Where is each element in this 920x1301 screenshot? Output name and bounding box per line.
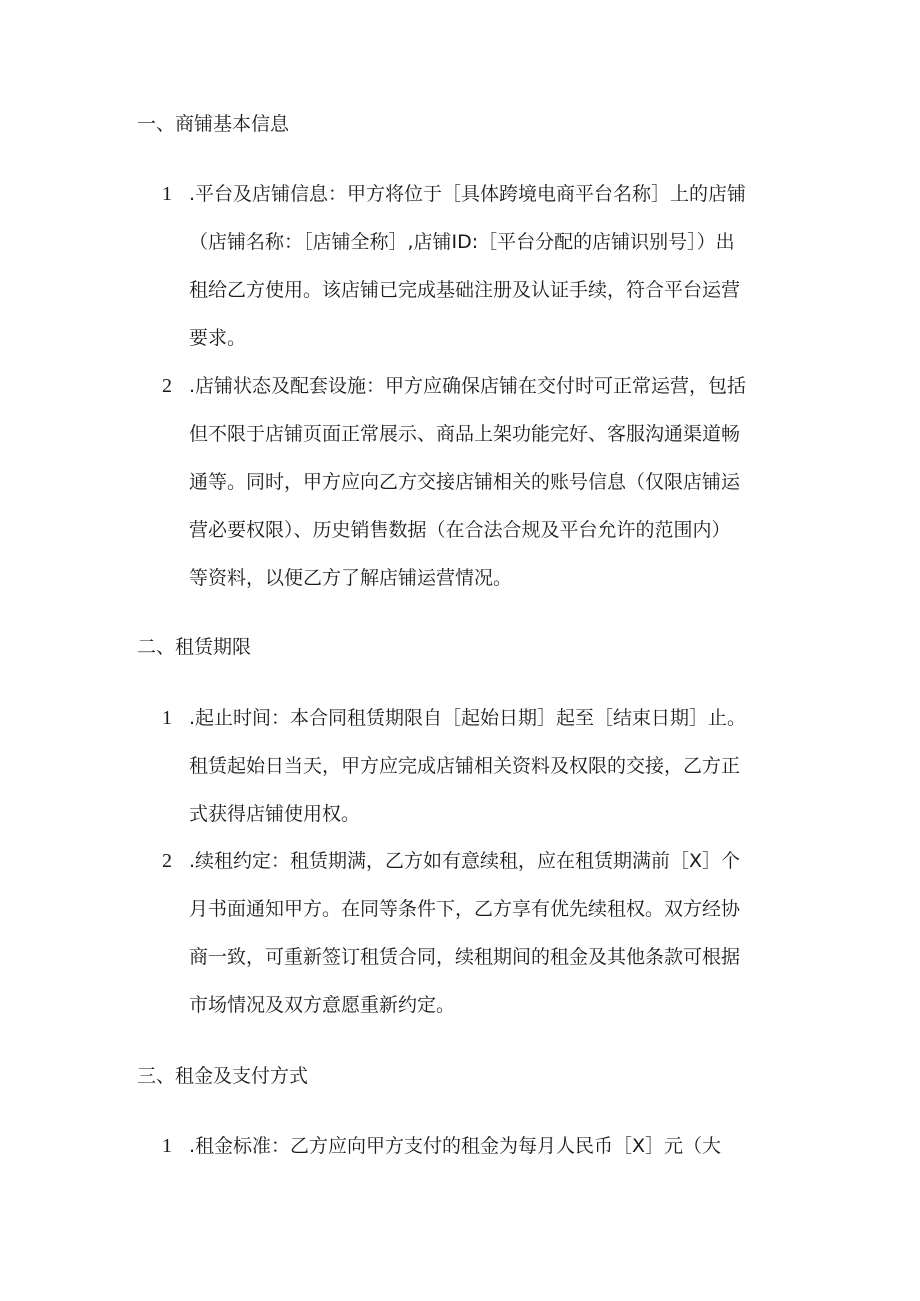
text-line: 要求。	[189, 327, 247, 349]
item-number: 1	[162, 707, 172, 729]
section-heading: 二、租赁期限	[137, 636, 252, 658]
text-line: 但不限于店铺页面正常展示、商品上架功能完好、客服沟通渠道畅	[189, 423, 741, 445]
item-text	[189, 374, 789, 614]
item-text	[189, 182, 789, 374]
text-line: 式获得店铺使用权。	[189, 803, 361, 825]
text-line: 营必要权限）、历史销售数据（在合法合规及平台允许的范围内）	[189, 519, 731, 541]
item-number: 2	[162, 850, 172, 872]
item-number: 1	[162, 1135, 172, 1157]
text-line: 月书面通知甲方。在同等条件下，乙方享有优先续租权。双方经协	[189, 898, 741, 920]
text-line: 等资料，以便乙方了解店铺运营情况。	[189, 567, 513, 589]
text-line: .租金标准：乙方应向甲方支付的租金为每月人民币［X］元（大	[189, 1135, 722, 1157]
text-line: 通等。同时，甲方应向乙方交接店铺相关的账号信息（仅限店铺运	[189, 471, 741, 493]
item-text	[189, 706, 789, 850]
text-line: （店铺名称：［店铺全称］,店铺ID:［平台分配的店铺识别号］）出	[189, 231, 735, 253]
text-line: .续租约定：租赁期满，乙方如有意续租，应在租赁期满前［X］个	[189, 850, 741, 872]
item-number: 1	[162, 183, 172, 205]
text-line: 市场情况及双方意愿重新约定。	[189, 994, 456, 1016]
text-line: 租赁起始日当天，甲方应完成店铺相关资料及权限的交接，乙方正	[189, 755, 741, 777]
text-line: 租给乙方使用。该店铺已完成基础注册及认证手续，符合平台运营	[189, 279, 741, 301]
section-heading: 三、租金及支付方式	[137, 1065, 309, 1087]
text-line: .起止时间：本合同租赁期限自［起始日期］起至［结束日期］止。	[189, 707, 747, 729]
item-text	[189, 849, 789, 1041]
item-number: 2	[162, 375, 172, 397]
text-line: .平台及店铺信息：甲方将位于［具体跨境电商平台名称］上的店铺	[189, 183, 747, 205]
section-heading: 一、商铺基本信息	[137, 113, 290, 135]
text-line: 商一致，可重新签订租赁合同，续租期间的租金及其他条款可根据	[189, 946, 741, 968]
text-line: .店铺状态及配套设施：甲方应确保店铺在交付时可正常运营，包括	[189, 375, 747, 397]
item-text	[189, 1134, 789, 1182]
